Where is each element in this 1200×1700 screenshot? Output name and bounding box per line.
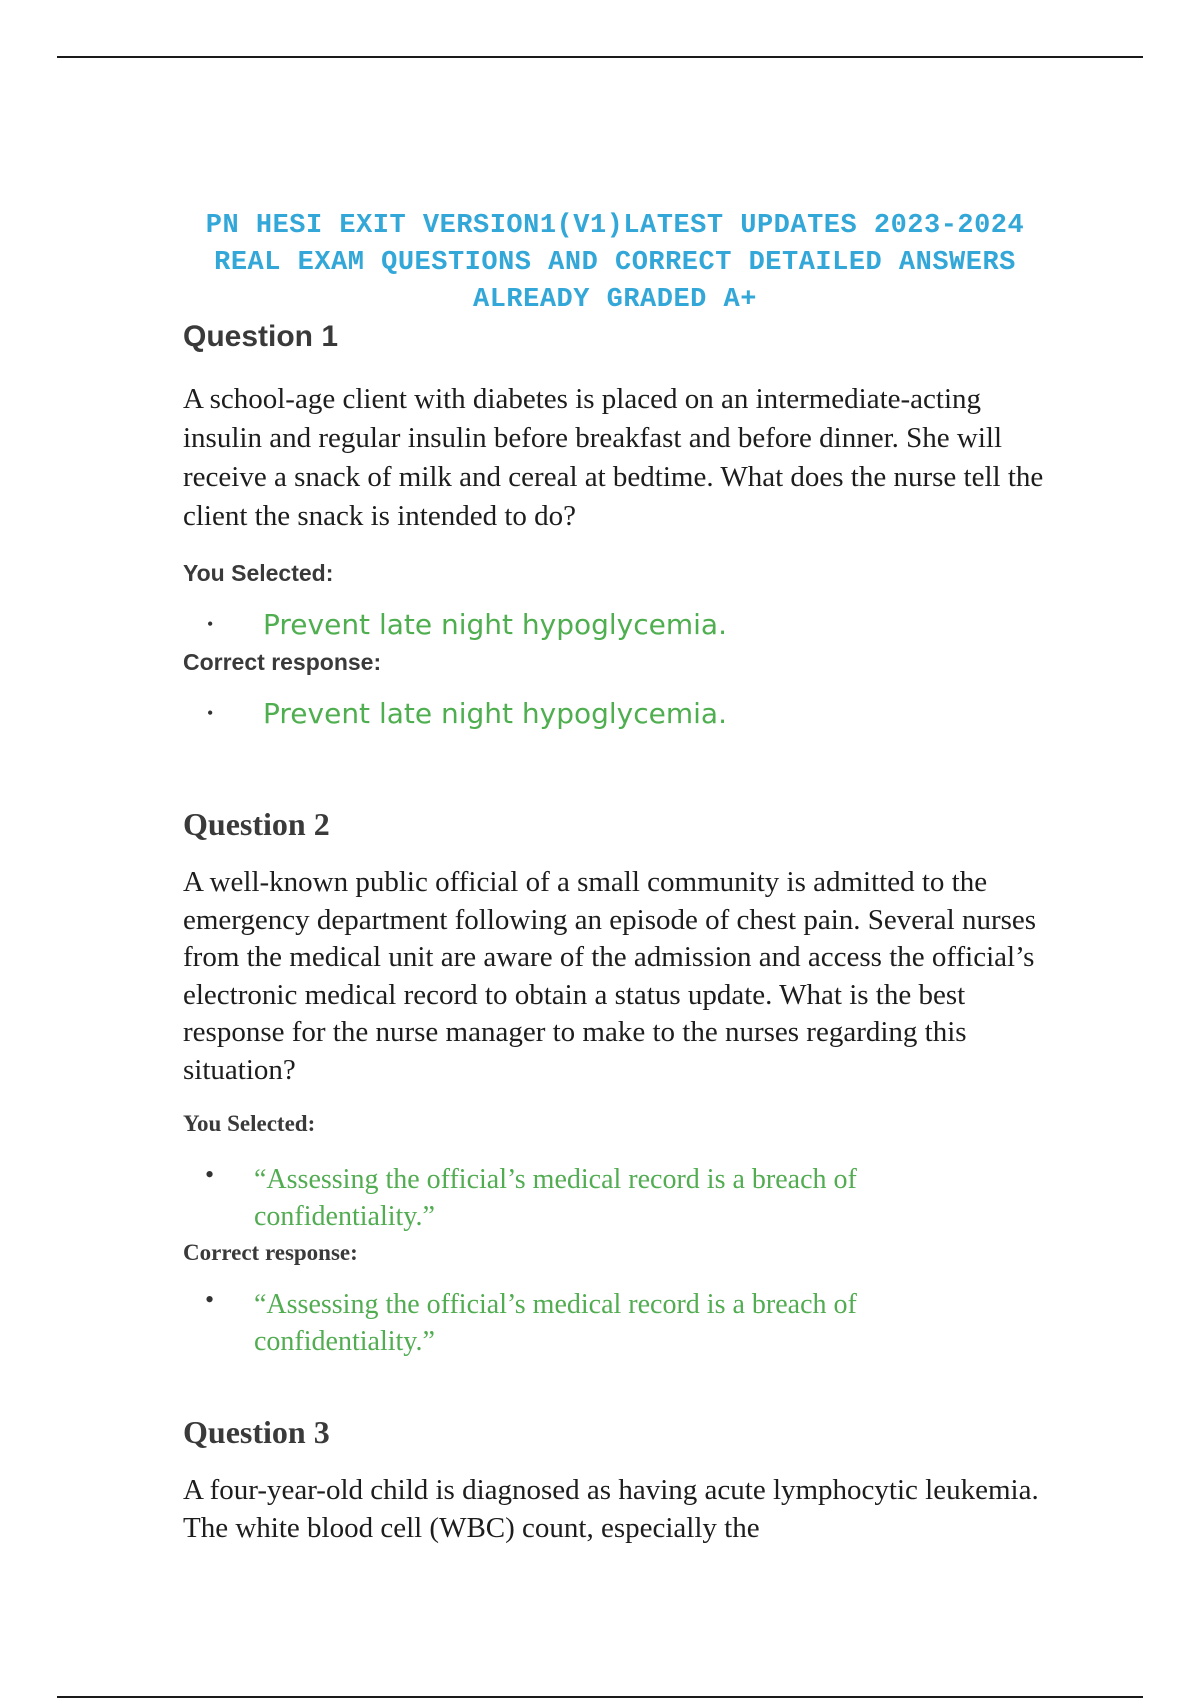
question-1-selected-label: You Selected: [183,560,334,586]
question-2-selected-answer-text: “Assessing the official’s medical record is a breach of confidentiality.” [254,1164,857,1232]
question-1-text: A school-age client with diabetes is placed on an intermediate-acting insulin and regular insulin before breakfast and before dinner. She will receive a snack of milk and cereal at bedtime. What does the nurse tell the client the snack is intended to do? [183,383,1044,532]
question-2-selected-label: You Selected: [183,1111,316,1136]
question-1-correct-label: Correct response: [183,649,382,675]
bullet-icon: • [207,614,214,634]
question-1-correct-answer-text: Prevent late night hypoglycemia. [263,697,727,730]
question-3-heading: Question 3 [183,1414,330,1450]
bullet-icon: • [207,703,214,723]
top-rule [57,56,1143,58]
question-2-heading: Question 2 [183,806,330,842]
question-3-text: A four-year-old child is diagnosed as having acute lymphocytic leukemia. The white blood cell (WBC) count, especially the [183,1474,1039,1544]
bullet-icon: • [205,1285,215,1314]
bullet-icon: • [205,1160,215,1189]
bottom-rule [57,1696,1143,1698]
document-title: PN HESI EXIT VERSION1(V1)LATEST UPDATES 2023-2024 REAL EXAM QUESTIONS AND CORRECT DETAILED ANSWERS ALREADY GRADED A+ [205,211,1025,315]
question-2-text: A well-known public official of a small community is admitted to the emergency department following an episode of chest pain. Several nurses from the medical unit are aware of the admission and access the official’s electronic medical record to obtain a status update. What is the best response for the nurse manager to make to the nurses regarding this situation? [183,866,1037,1086]
question-2-correct-label: Correct response: [183,1240,358,1265]
question-2-correct-answer-text: “Assessing the official’s medical record is a breach of confidentiality.” [254,1289,857,1357]
question-1-selected-answer-text: Prevent late night hypoglycemia. [263,608,727,641]
question-1-heading: Question 1 [183,320,339,353]
